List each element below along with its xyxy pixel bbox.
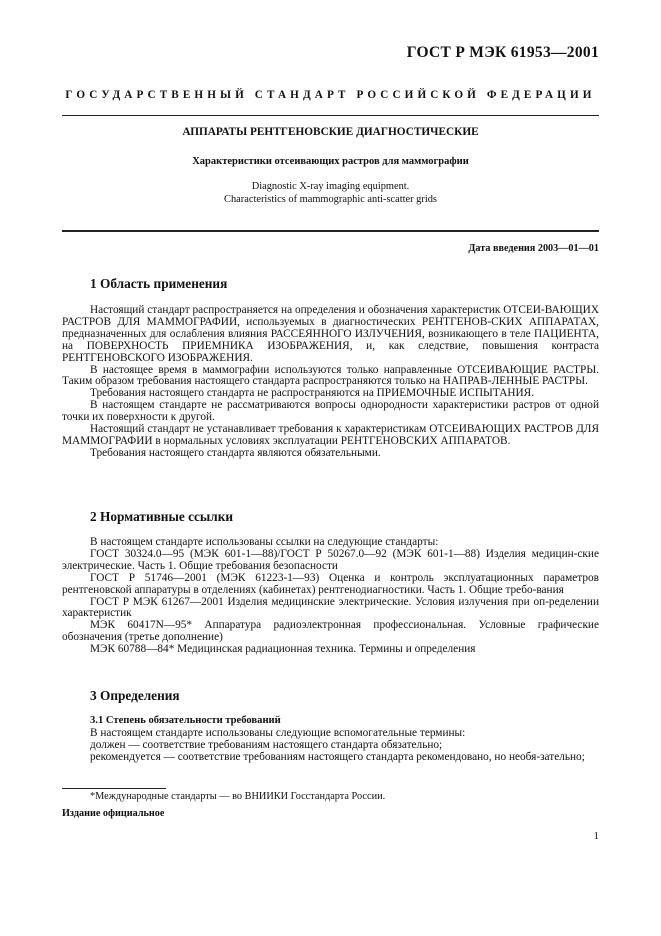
top-rule xyxy=(62,115,599,116)
reference-item: МЭК 60417N—95* Аппаратура радиоэлектронная профессиональная. Условные графические обозначения (третье дополнение) xyxy=(62,619,599,644)
paragraph: Требования настоящего стандарта не распространяются на ПРИЕМОЧНЫЕ ИСПЫТАНИЯ. xyxy=(90,387,535,400)
paragraph: Требования настоящего стандарта являются обязательными. xyxy=(90,446,381,459)
edition-label: Издание официальное xyxy=(62,808,165,819)
section-1-body xyxy=(62,305,599,460)
section-3-body xyxy=(62,728,599,764)
english-title xyxy=(62,181,599,206)
introduction-date: Дата введения 2003—01—01 xyxy=(468,243,599,254)
standard-subtitle: Характеристики отсеивающих растров для маммографии xyxy=(192,156,469,167)
paragraph: В настоящее время в маммографии используются только направленные ОТСЕИВАЮЩИЕ РАСТРЫ. Таким образом требования настоящего стандарта распространяются только на НАПРАВ-ЛЕННЫЕ РАСТРЫ. xyxy=(62,363,599,388)
document-code: ГОСТ Р МЭК 61953—2001 xyxy=(406,44,599,61)
paragraph: рекомендуется — соответствие требованиям настоящего стандарта рекомендовано, но необя-зательно; xyxy=(90,750,585,763)
reference-item: ГОСТ Р 51746—2001 (МЭК 61223-1—93) Оценка и контроль эксплуатационных параметров рентгеновской аппаратуры в отделениях (кабинетах) рентгенодиагностики. Часть 1. Общие требо-вания xyxy=(62,571,599,596)
paragraph: Настоящий стандарт распространяется на определения и обозначения характеристик ОТСЕИ-ВАЮЩИХ РАСТРОВ ДЛЯ МАММОГРАФИИ, используемых в диагностических РЕНТГЕНОВ-СКИХ АППАРАТАХ, предназначенных для ослабления влияния РАССЕЯННОГО ИЗЛУЧЕНИЯ, возникающего в теле ПАЦИЕНТА, на ПОВЕРХНОСТЬ ПРИЕМНИКА ИЗОБРАЖЕНИЯ, и, как следствие, повышения контраста РЕНТГЕНОВСКОГО ИЗОБРАЖЕНИЯ. xyxy=(62,304,599,364)
section-2-heading: 2 Нормативные ссылки xyxy=(90,509,234,524)
section-3-heading: 3 Определения xyxy=(90,688,180,703)
english-title-line-1: Diagnostic X-ray imaging equipment. xyxy=(251,181,410,192)
reference-item: ГОСТ Р МЭК 61267—2001 Изделия медицинские электрические. Условия излучения при оп-ределении характеристик xyxy=(62,595,599,620)
section-2-body xyxy=(62,537,599,656)
paragraph: Настоящий стандарт не устанавливает требования к характеристикам ОТСЕИВАЮЩИХ РАСТРОВ ДЛЯ МАММОГРАФИИ в нормальных условиях эксплуатации РЕНТГЕНОВСКИХ АППАРАТОВ. xyxy=(62,423,599,447)
subsection-3-1-heading: 3.1 Степень обязательности требований xyxy=(90,715,281,726)
footnote-rule xyxy=(62,788,166,789)
page-number: 1 xyxy=(593,830,599,842)
reference-item: ГОСТ 30324.0—95 (МЭК 601-1—88)/ГОСТ Р 50267.0—92 (МЭК 601-1—88) Изделия медицин-ские электрические. Часть 1. Общие требования безопасности xyxy=(62,547,599,572)
paragraph: В настоящем стандарте использованы следующие вспомогательные термины: xyxy=(90,727,466,739)
paragraph: В настоящем стандарте использованы ссылки на следующие стандарты: xyxy=(90,536,439,548)
federation-heading: ГОСУДАРСТВЕННЫЙ СТАНДАРТ РОССИЙСКОЙ ФЕДЕРАЦИИ xyxy=(65,89,596,101)
standard-title: АППАРАТЫ РЕНТГЕНОВСКИЕ ДИАГНОСТИЧЕСКИЕ xyxy=(182,126,479,138)
footnote: *Международные стандарты — во ВНИИКИ Госстандарта России. xyxy=(90,791,386,802)
paragraph: В настоящем стандарте не рассматриваются вопросы однородности характеристики растров от одной точки их поверхности к другой. xyxy=(62,399,599,424)
english-title-line-2: Characteristics of mammographic anti-scatter grids xyxy=(224,193,437,205)
title-rule xyxy=(62,230,599,232)
reference-item: МЭК 60788—84* Медицинская радиационная техника. Термины и определения xyxy=(90,643,476,656)
section-1-heading: 1 Область применения xyxy=(90,276,228,291)
paragraph: должен — соответствие требованиям настоящего стандарта обязательно; xyxy=(90,738,443,751)
